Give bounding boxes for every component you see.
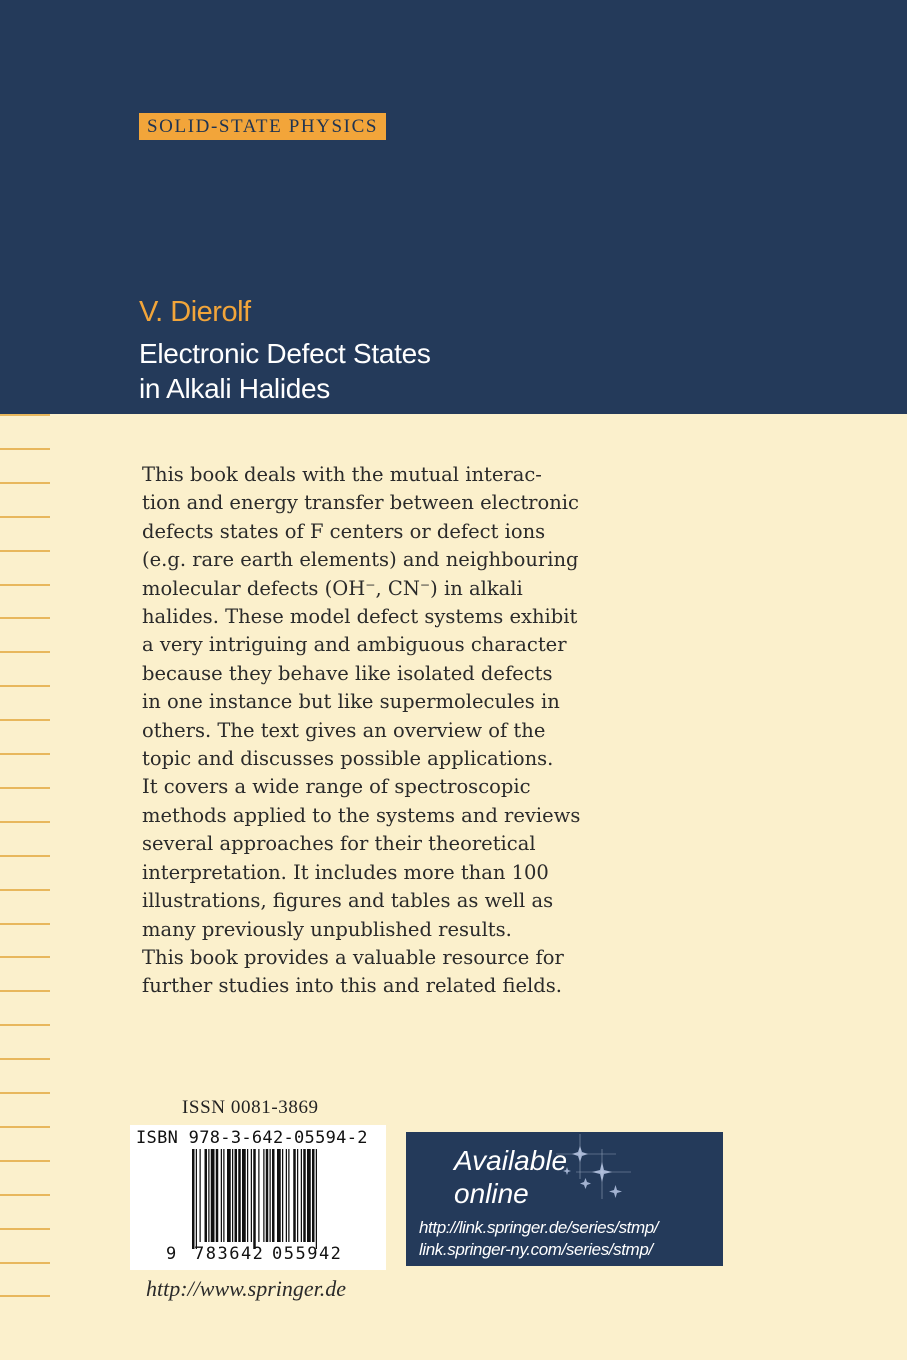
margin-tick	[0, 651, 50, 653]
barcode-bar	[242, 1149, 246, 1242]
barcode-bar	[258, 1149, 259, 1242]
barcode-bar	[263, 1149, 264, 1242]
margin-tick	[0, 855, 50, 857]
issn-label: ISSN 0081-3869	[182, 1097, 319, 1118]
barcode-bar	[301, 1149, 302, 1242]
margin-tick	[0, 516, 50, 518]
description-line: a very intriguing and ambiguous character	[142, 633, 567, 657]
author-name: V. Dierolf	[139, 296, 251, 328]
online-url: link.springer-ny.com/series/stmp/	[419, 1240, 653, 1259]
barcode-digits-right: 055942	[272, 1244, 343, 1264]
description-line: illustrations, figures and tables as well as	[142, 889, 554, 913]
online-url: http://link.springer.de/series/stmp/	[419, 1218, 659, 1237]
barcode-bar	[238, 1149, 241, 1242]
barcode-bar	[232, 1149, 233, 1242]
margin-tick	[0, 956, 50, 958]
margin-tick	[0, 1092, 50, 1094]
barcode-bar	[316, 1149, 317, 1249]
barcode-bar	[253, 1149, 256, 1249]
barcode-panel	[130, 1125, 386, 1270]
barcode-bar	[303, 1149, 306, 1242]
margin-tick	[0, 1295, 50, 1297]
description-line: others. The text gives an overview of the	[142, 718, 546, 742]
available-online-heading	[454, 1144, 567, 1210]
book-title	[139, 336, 431, 406]
margin-tick	[0, 753, 50, 755]
barcode-bar	[200, 1149, 201, 1242]
description-line: methods applied to the systems and reviews	[142, 803, 581, 827]
book-description	[142, 461, 592, 1001]
margin-tick	[0, 923, 50, 925]
publisher-url: http://www.springer.de	[146, 1276, 347, 1301]
sparkle-icon	[556, 1134, 676, 1214]
margin-tick	[0, 1058, 50, 1060]
barcode-bar	[286, 1149, 287, 1242]
description-line: halides. These model defect systems exhibit	[142, 605, 578, 629]
description-line: interpretation. It includes more than 100	[142, 860, 549, 884]
description-line: further studies into this and related fields.	[142, 974, 562, 998]
margin-tick	[0, 448, 50, 450]
barcode-bar	[208, 1149, 209, 1242]
isbn-label: ISBN 978-3-642-05594-2	[136, 1128, 368, 1148]
barcode-bar	[235, 1149, 238, 1242]
barcode-bar	[297, 1149, 298, 1242]
description-line: topic and discusses possible applications.	[142, 747, 554, 771]
barcode-bar	[282, 1149, 283, 1242]
description-line: It covers a wide range of spectroscopic	[142, 775, 531, 799]
description-line: tion and energy transfer between electronic	[142, 491, 579, 515]
barcode-bar	[227, 1149, 231, 1242]
margin-tick	[0, 584, 50, 586]
margin-tick	[0, 482, 50, 484]
barcode-digits-left: 783642	[194, 1244, 265, 1264]
barcode-bar	[288, 1149, 289, 1242]
barcode-bar	[205, 1149, 208, 1242]
margin-tick	[0, 550, 50, 552]
barcode-bar	[272, 1149, 275, 1242]
description-line: (e.g. rare earth elements) and neighbouring	[142, 548, 579, 572]
margin-tick	[0, 1024, 50, 1026]
margin-tick	[0, 1194, 50, 1196]
margin-tick	[0, 1262, 50, 1264]
description-line: many previously unpublished results.	[142, 917, 512, 941]
barcode-bar	[312, 1149, 315, 1242]
available-online-line: Available	[454, 1145, 568, 1176]
description-line: molecular defects (OH⁻, CN⁻) in alkali	[142, 576, 523, 600]
barcode-bar	[270, 1149, 271, 1242]
book-title-line: in Alkali Halides	[139, 373, 330, 404]
description-line: This book deals with the mutual interac-	[142, 463, 542, 486]
margin-tick	[0, 1228, 50, 1230]
margin-tick	[0, 787, 50, 789]
available-online-panel	[406, 1132, 723, 1266]
margin-tick	[0, 1160, 50, 1162]
margin-tick	[0, 617, 50, 619]
barcode-bar	[221, 1149, 222, 1242]
barcode-bar	[266, 1149, 269, 1242]
barcode-bar	[293, 1149, 296, 1242]
description-line: several approaches for their theoretical	[142, 832, 536, 856]
description-line: This book provides a valuable resource for	[142, 945, 564, 969]
barcode-bar	[247, 1149, 248, 1242]
margin-tick	[0, 414, 50, 416]
margin-tick	[0, 719, 50, 721]
barcode-bar	[277, 1149, 281, 1242]
barcode-bar	[216, 1149, 219, 1242]
barcode-digit-first: 9	[166, 1244, 177, 1264]
barcode-bar	[223, 1149, 224, 1242]
barcode-bar	[192, 1149, 195, 1249]
barcode-bar	[211, 1149, 215, 1242]
margin-tick	[0, 1126, 50, 1128]
barcode-bar	[251, 1149, 252, 1242]
margin-ticks	[0, 0, 50, 1360]
margin-tick	[0, 990, 50, 992]
book-title-line: Electronic Defect States	[139, 338, 431, 369]
description-line: because they behave like isolated defects	[142, 661, 553, 685]
description-line: in one instance but like supermolecules in	[142, 690, 560, 714]
description-line: defects states of F centers or defect ions	[142, 519, 546, 543]
cover-top-band	[0, 0, 907, 414]
barcode-bar	[307, 1149, 311, 1242]
margin-tick	[0, 821, 50, 823]
margin-tick	[0, 685, 50, 687]
barcode-bar	[196, 1149, 197, 1249]
series-badge: SOLID-STATE PHYSICS	[139, 113, 386, 140]
online-urls	[419, 1217, 658, 1261]
available-online-line: online	[454, 1178, 529, 1209]
margin-tick	[0, 889, 50, 891]
